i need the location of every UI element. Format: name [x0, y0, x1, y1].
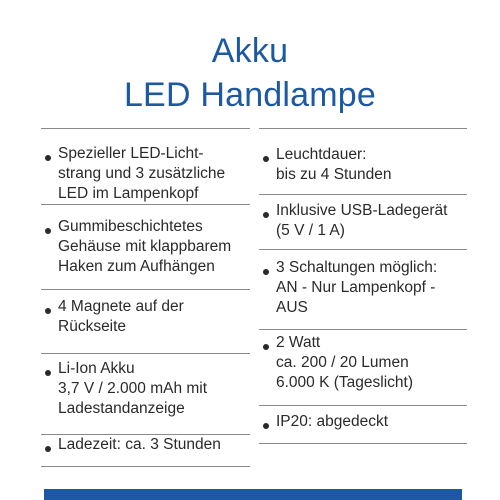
- feature-text: 3 Schaltungen möglich: AN - Nur Lampenkopf - AUS: [276, 259, 438, 316]
- feature-item: [41, 353, 250, 434]
- feature-text: Gummibeschichtetes Gehäuse mit klappbarem Haken zum Aufhängen: [58, 218, 232, 275]
- title-line-2: LED Handlampe: [123, 76, 377, 114]
- feature-item: [41, 434, 250, 467]
- feature-text: 4 Magnete auf der Rückseite: [58, 298, 184, 335]
- feature-text: Li-Ion Akku 3,7 V / 2.000 mAh mit Ladestandanzeige: [58, 360, 208, 417]
- bullet-icon: [45, 308, 51, 314]
- bullet-icon: [263, 344, 269, 350]
- feature-item: [41, 289, 250, 353]
- feature-item: [41, 204, 250, 289]
- bullet-icon: [263, 269, 269, 275]
- bullet-icon: [45, 228, 51, 234]
- feature-item: [259, 249, 467, 329]
- title-line-1: Akku: [211, 32, 289, 70]
- bullet-icon: [263, 156, 269, 162]
- feature-text: Leuchtdauer: bis zu 4 Stunden: [276, 146, 392, 183]
- feature-item: [259, 405, 467, 444]
- feature-item: [259, 128, 467, 194]
- feature-item: [41, 128, 250, 204]
- bullet-icon: [45, 155, 51, 161]
- feature-item: [259, 329, 467, 405]
- feature-text: Spezieller LED-Licht- strang und 3 zusätzliche LED im Lampenkopf: [58, 145, 226, 202]
- feature-text: Inklusive USB-Ladegerät (5 V / 1 A): [276, 202, 448, 239]
- bullet-icon: [45, 446, 51, 452]
- feature-item: [259, 194, 467, 249]
- footer-accent-bar: [44, 489, 462, 500]
- bullet-icon: [45, 370, 51, 376]
- feature-text: 2 Watt ca. 200 / 20 Lumen 6.000 K (Tageslicht): [276, 334, 413, 391]
- feature-text: Ladezeit: ca. 3 Stunden: [58, 436, 221, 453]
- feature-text: IP20: abgedeckt: [276, 413, 389, 430]
- bullet-icon: [263, 212, 269, 218]
- bullet-icon: [263, 423, 269, 429]
